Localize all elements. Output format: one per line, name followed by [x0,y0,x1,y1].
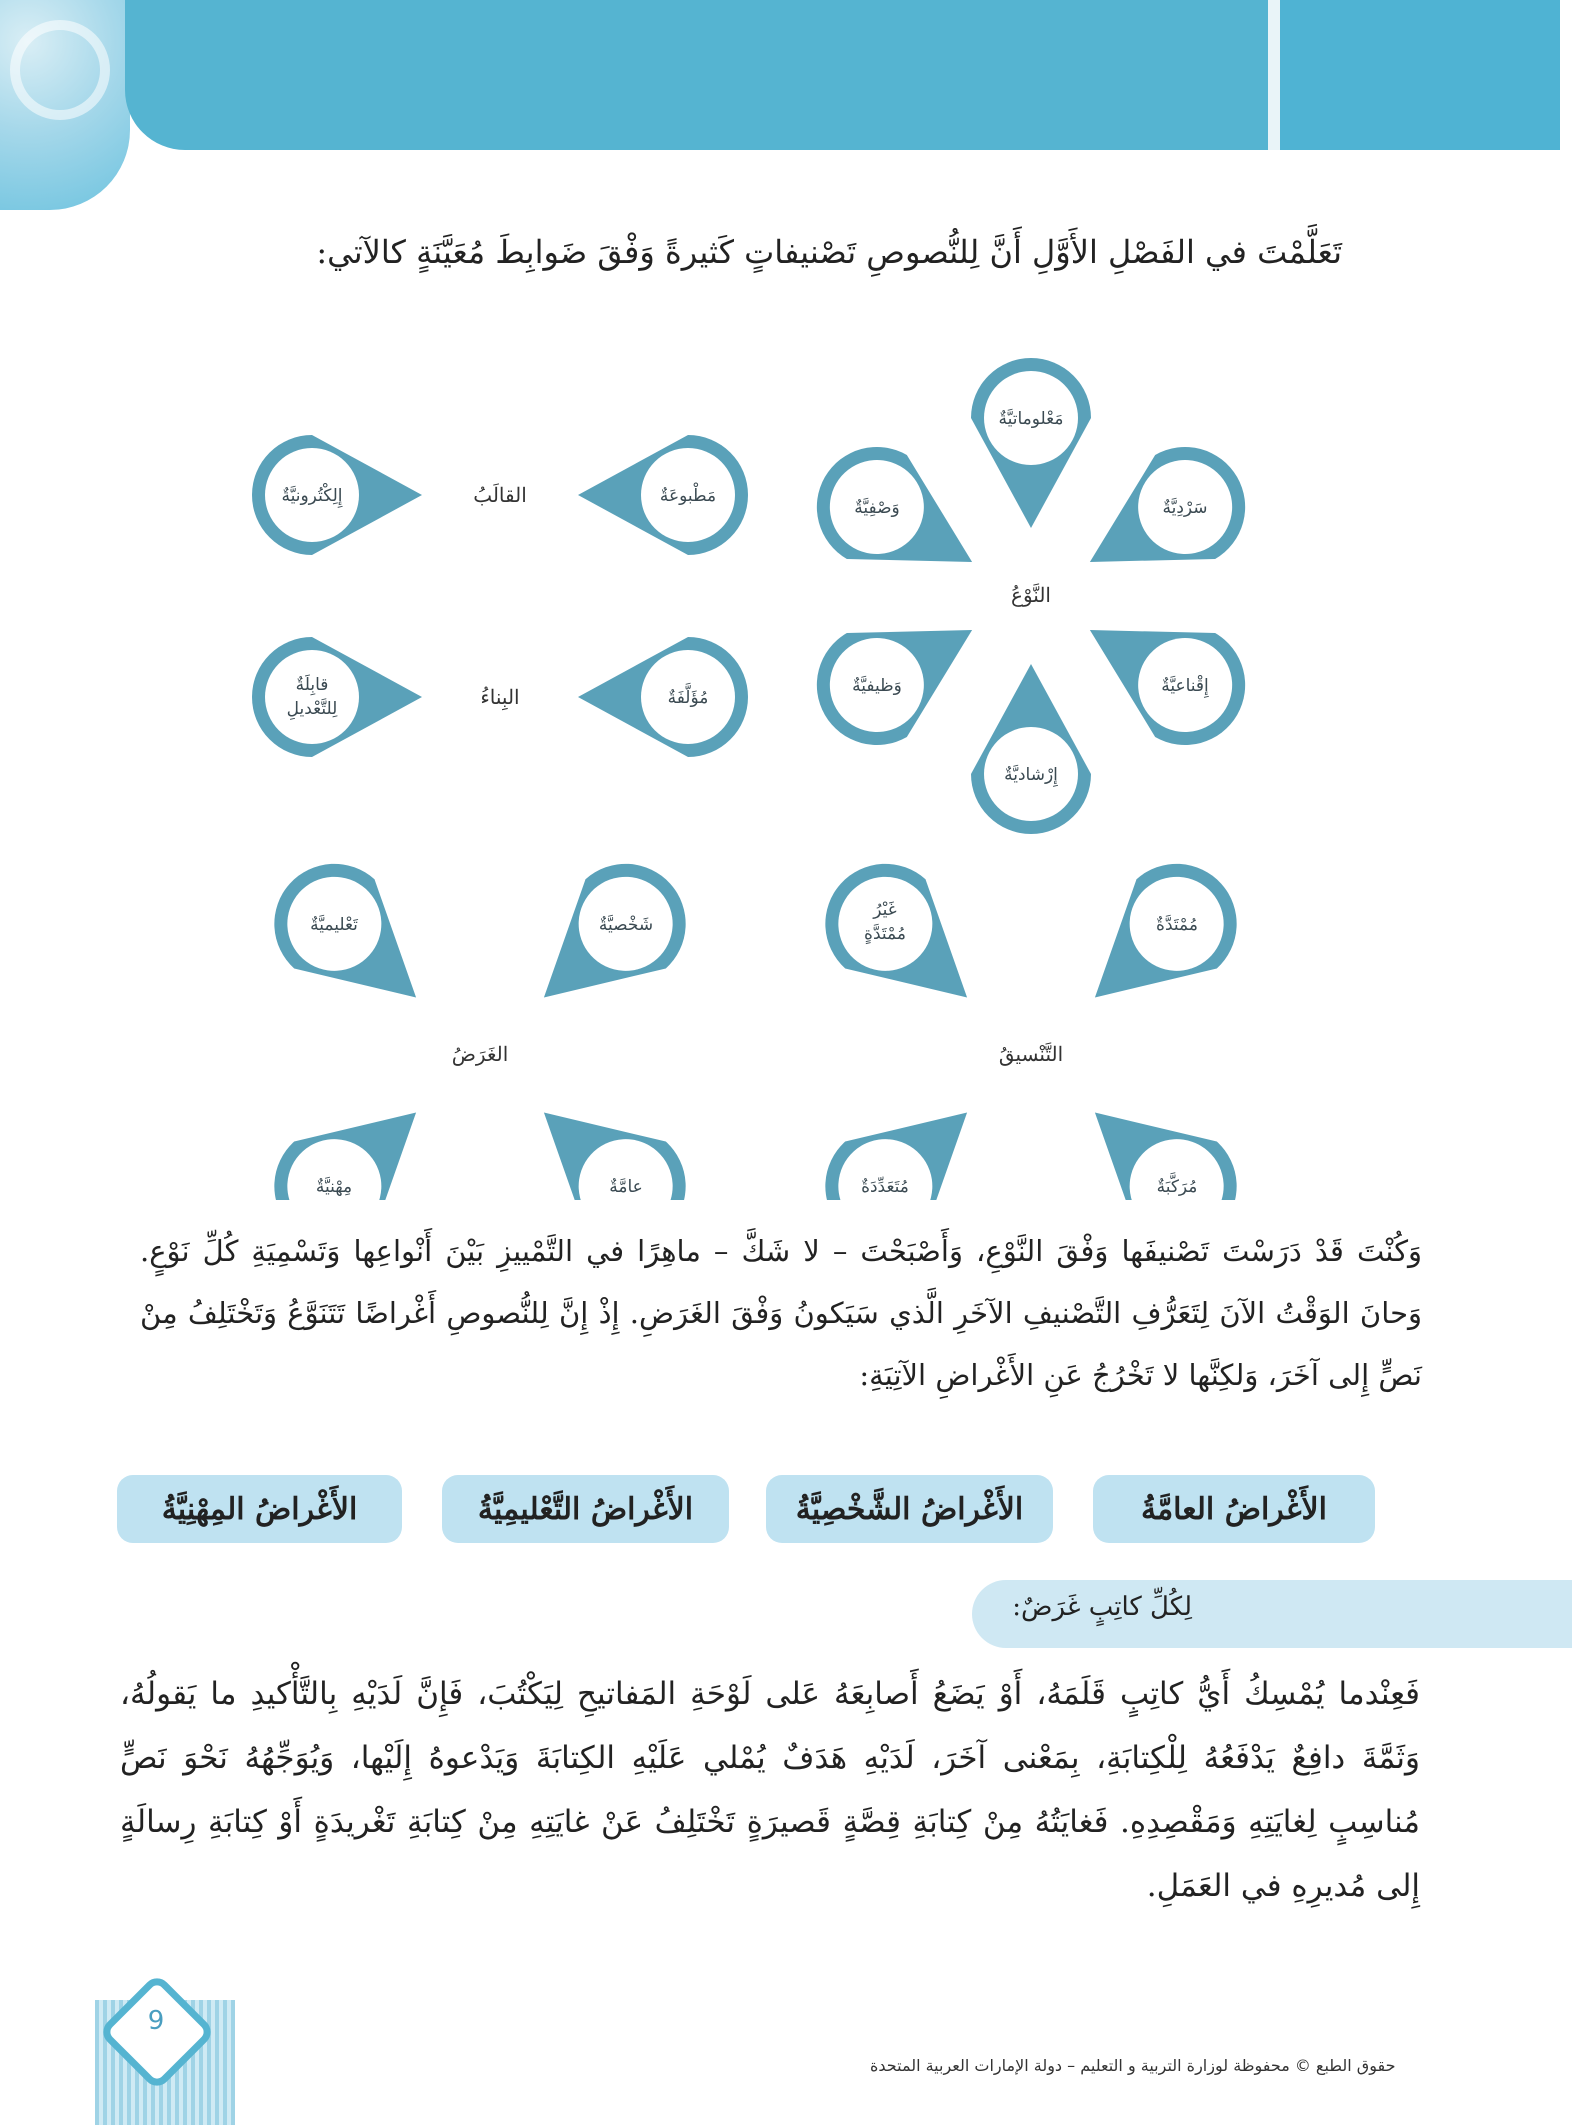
intro-text: تَعَلَّمْتَ في الفَصْلِ الأَوَّلِ أَنَّ لِلنُّصوصِ تَصْنيفاتٍ كَثيرةً وَفْقَ ضَوابِطَ مُعَيَّنَةٍ كالآتي: [316,233,1342,271]
type-item-narrative: سَرْدِيَّةٌ [1162,498,1208,518]
form-item-printed: مَطْبوعَةٌ [659,486,717,506]
header-band [125,0,1270,150]
purpose-item-professional: مِهْنيَّةٌ [315,1177,353,1197]
section-subtitle: لِكُلِّ كاتِبٍ غَرَضٌ: [1012,1592,1192,1622]
purpose-item-educational: تَعْليميَّةٌ [310,915,358,935]
pin-editable [252,637,422,757]
pin-persuasive [1060,578,1267,767]
type-item-informational: مَعْلوماتيَّةٌ [998,409,1064,429]
coordination-item-compound: مُرَكَّبَةٌ [1156,1177,1198,1197]
paragraph-writer-purpose: فَعِنْدما يُمْسِكُ أَيُّ كاتِبٍ قَلَمَهُ، أَوْ يَضَعُ أَصابِعَهُ عَلى لَوْحَةِ المَفاتيحِ لِيَكْتُبَ، فَإِنَّ لَدَيْهِ بِالتَّأْكيدِ ما يَقولُهُ، وَثَمَّةَ دافِعٌ يَدْفَعُهُ لِلْكِتابَةِ، بِمَعْنى آخَرَ، لَدَيْهِ هَدَفٌ يُمْلي عَلَيْهِ الكِتابَةَ وَيَدْعوهُ إِلَيْها، وَيُوَجِّهُهُ نَحْوَ نَصٍّ مُناسِبٍ لِغايَتِهِ وَمَقْصِدِهِ. فَغايَتُهُ مِنْ كِتابَةِ قِصَّةٍ قَصيرَةٍ تَخْتَلِفُ عَنْ غايَتِهِ مِنْ كِتابَةِ تَغْريدَةٍ أَوْ كِتابَةِ رِسالَةٍ إِلى مُديرِهِ في العَمَلِ. [120,1676,1420,1904]
paragraph-classification: وَكُنْتَ قَدْ دَرَسْتَ تَصْنيفَها وَفْقَ النَّوْعِ، وَأَصْبَحْتَ – لا شَكَّ – ماهِرًا في التَّمْييزِ بَيْنَ أَنْواعِها وَتَسْمِيَةِ كُلِّ نَوْعٍ. وَحانَ الوَقْتُ الآنَ لِتَعَرُّفِ التَّصْنيفِ الآخَرِ الَّذي سَيَكونُ وَفْقَ الغَرَضِ. إِذْ إِنَّ لِلنُّصوصِ أَغْراضًا تَتَنَوَّعُ وَتَخْتَلِفُ مِنْ نَصٍّ إِلى آخَرَ، وَلكِنَّها لا تَخْرُجُ عَنِ الأَغْراضِ الآتِيَةِ: [140,1234,1422,1392]
ring-decoration [10,20,110,120]
coordination-item-multiple: مُتَعَدِّدَةٌ [861,1177,909,1197]
page-number: 9 [147,2006,165,2036]
header-band-right [1280,0,1560,150]
pin-general [504,1068,711,1200]
pin-professional [250,1068,457,1200]
form-center: القالَبُ [473,483,527,507]
purpose-item-general: عامَّةٌ [609,1177,643,1197]
classification-diagrams [0,340,1572,1200]
structure-diagram [252,637,748,757]
form-item-electronic: إِلِكْتُرونيَّةٌ [281,486,343,506]
type-item-instructional: إِرْشاديَّةٌ [1004,765,1058,785]
pin-functional [795,578,1002,767]
pin-educational [250,839,457,1042]
pin-extended [1055,839,1262,1042]
type-diagram [795,358,1267,834]
structure-item-authored: مُؤَلَّفَةٌ [667,688,709,708]
coordination-item-extended: مُمْتَدَّةٌ [1156,915,1198,935]
pill-general-purposes: الأَغْراضُ العامَّةُ [1093,1475,1375,1543]
coordination-item-not-extended: غَيْرُ مُمْتَدَّةٍ [864,900,906,944]
type-item-descriptive: وَصْفِيَّةٌ [854,498,900,518]
purpose-center: الغَرَضُ [451,1042,509,1066]
coordination-center: التَّنْسيقُ [998,1042,1064,1066]
pin-descriptive [795,425,1002,614]
pill-personal-purposes: الأَغْراضُ الشَّخْصِيَّةُ [766,1475,1053,1543]
pin-personal [504,839,711,1042]
pin-instructional [971,664,1091,834]
pin-authored [578,637,748,757]
pin-informational [971,358,1091,528]
pill-educational-purposes: الأَغْراضُ التَّعْليمِيَّةُ [442,1475,729,1543]
type-item-functional: وَظيفيَّةٌ [852,676,902,696]
purpose-item-personal: شَخْصيَّةٌ [598,915,654,935]
type-item-persuasive: إِقْناعيَّةٌ [1161,676,1209,696]
structure-center: البِناءُ [480,685,520,709]
form-diagram [252,435,748,555]
pin-narrative [1060,425,1267,614]
pill-professional-purposes: الأَغْراضُ المِهْنِيَّةُ [117,1475,402,1543]
type-center: النَّوْعُ [1011,583,1051,607]
purpose-diagram [250,839,711,1200]
copyright-footer: حقوق الطبع © محفوظة لوزارة التربية و التعليم – دولة الإمارات العربية المتحدة [870,2056,1396,2075]
structure-item-editable: قابِلَةٌ لِلتَّعْديلِ [286,675,338,719]
coordination-diagram [801,839,1262,1200]
